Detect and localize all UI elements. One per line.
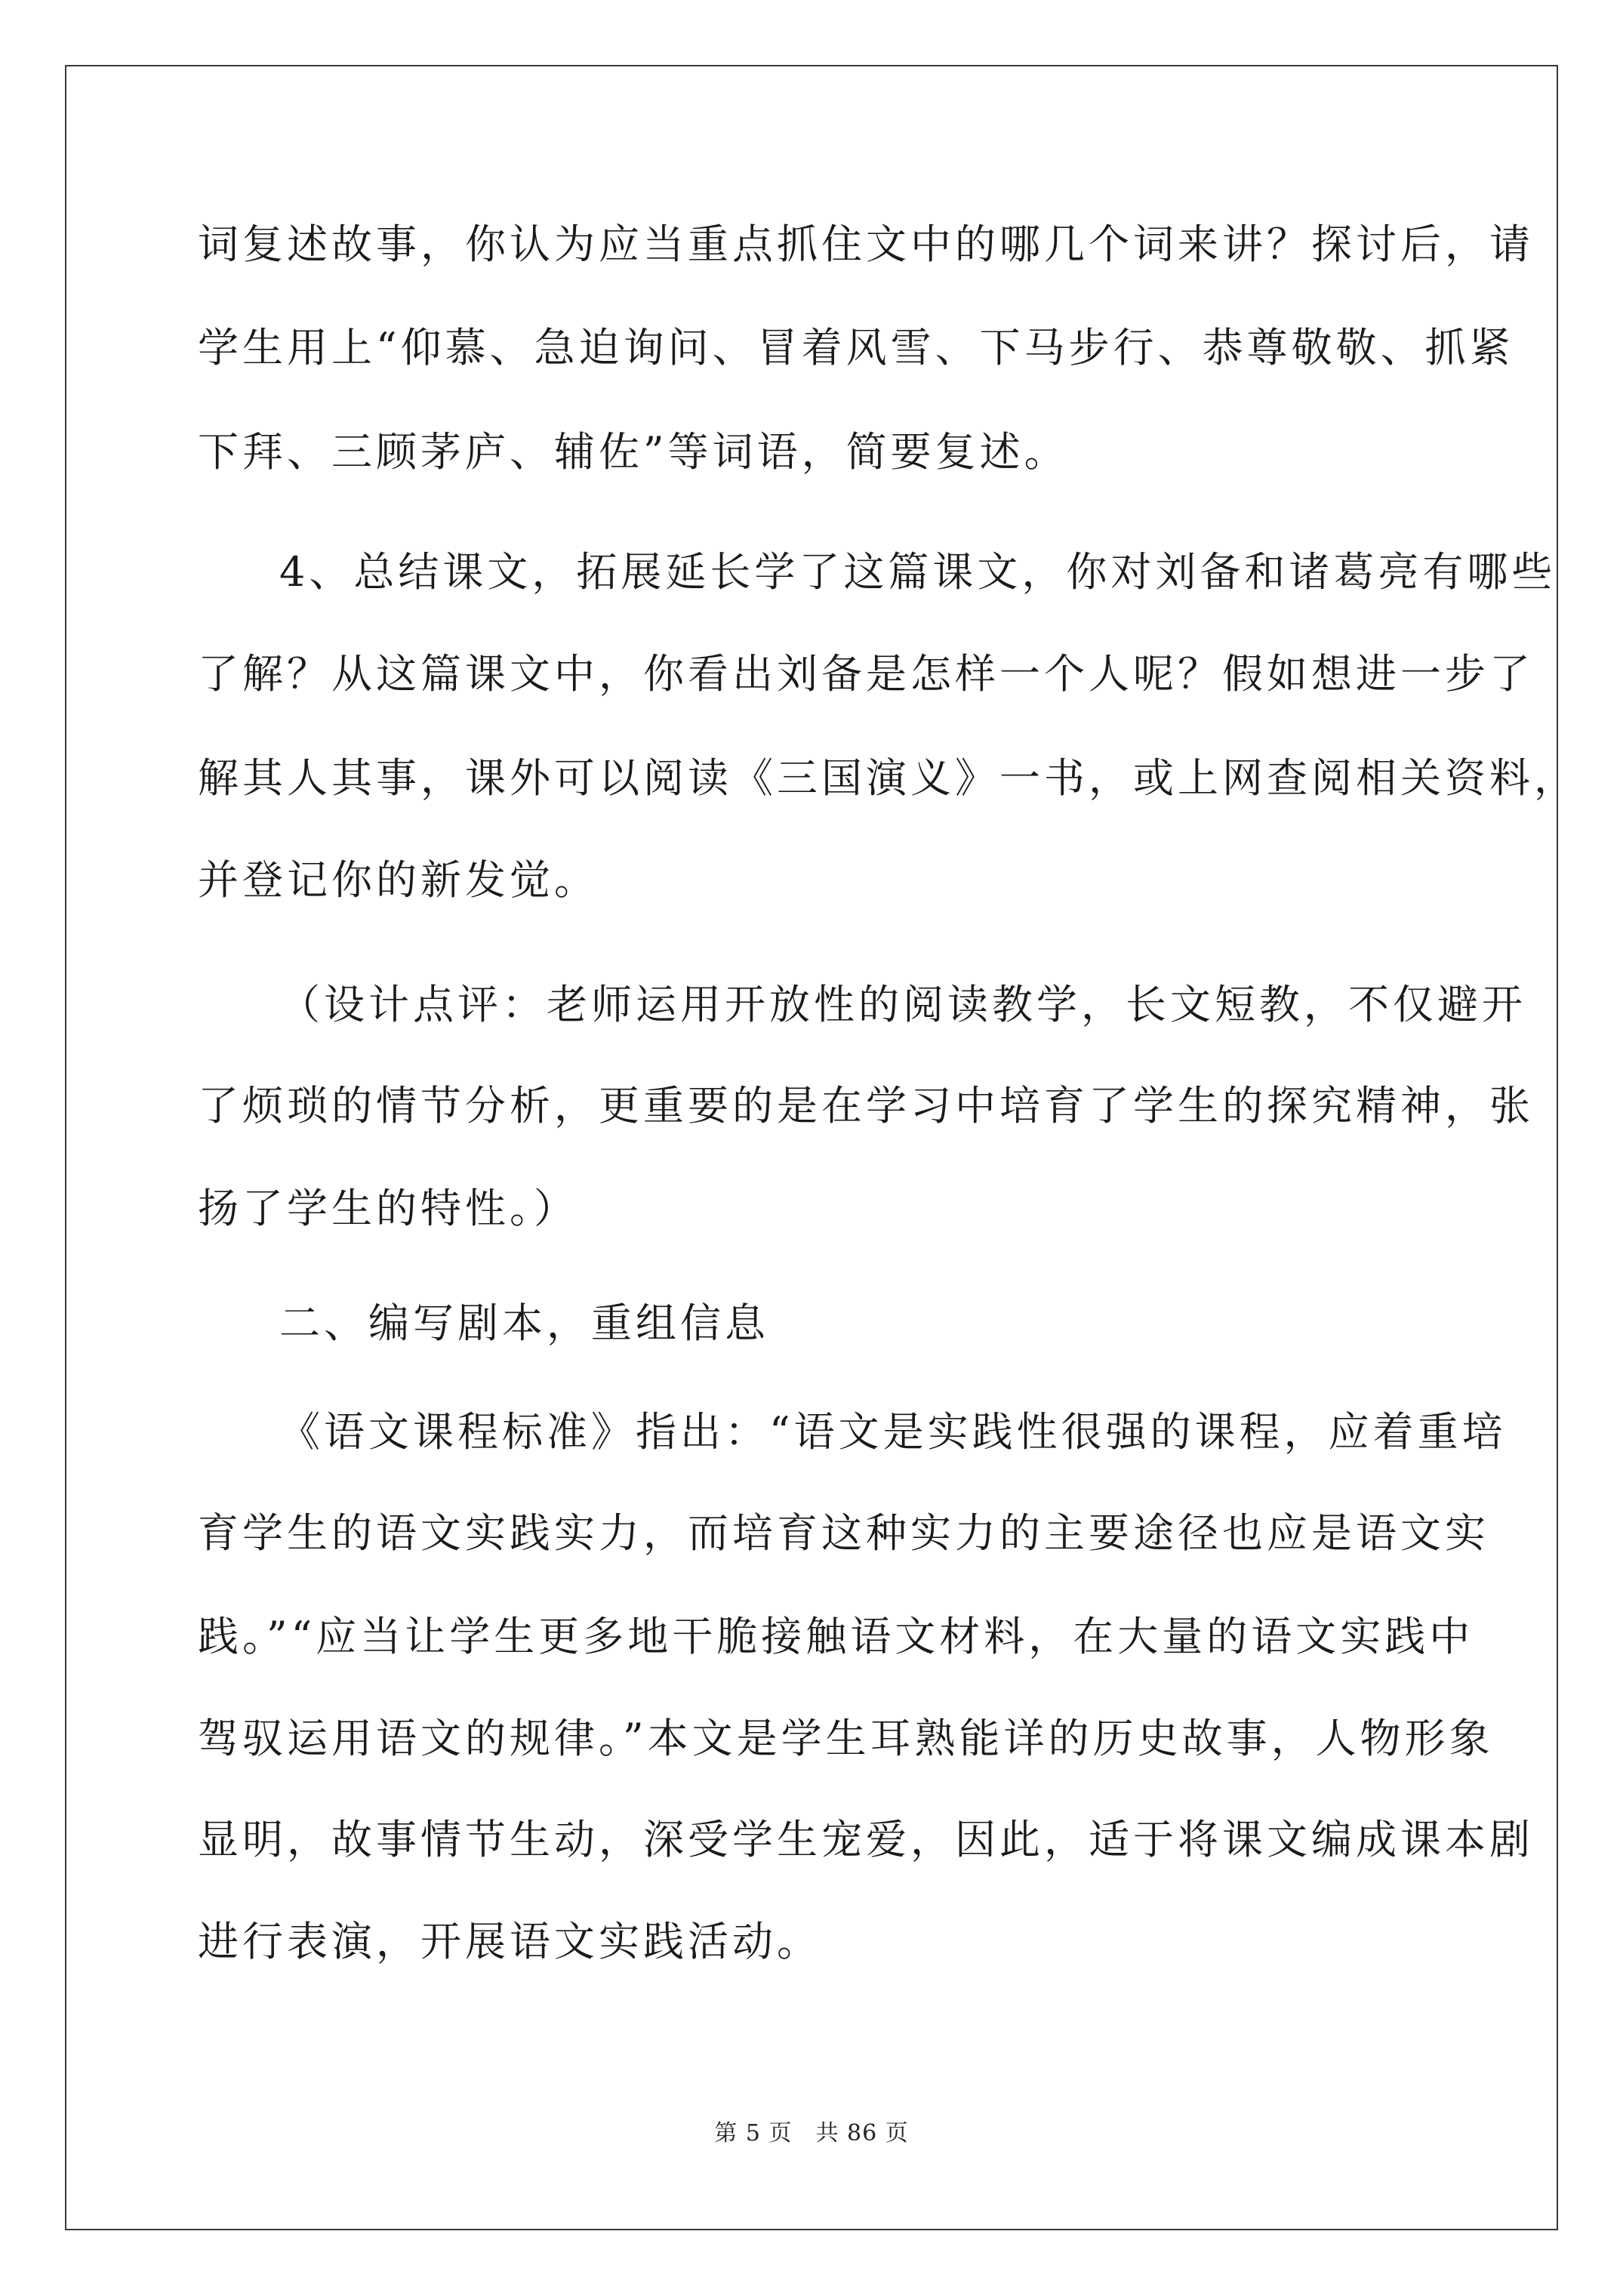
body-line: 了解？从这篇课文中，你看出刘备是怎样一个人呢？假如想进一步了 [198,650,1534,698]
body-line: 解其人其事，课外可以阅读《三国演义》一书，或上网查阅相关资料， [198,754,1578,802]
body-line: 《语文课程标准》指出：“语文是实践性很强的课程，应着重培 [279,1408,1507,1456]
body-line: （设计点评：老师运用开放性的阅读教学，长文短教，不仅避开 [279,981,1526,1028]
page-border [65,65,1558,2230]
body-line: 下拜、三顾茅庐、辅佐”等词语，简要复述。 [198,428,1069,476]
page-number-footer: 第 5 页 共 86 页 [714,2120,909,2147]
body-line: 驾驭运用语文的规律。”本文是学生耳熟能详的历史故事，人物形象 [198,1715,1494,1762]
body-line: 并登记你的新发觉。 [198,856,599,904]
body-line: 词复述故事，你认为应当重点抓住文中的哪几个词来讲？探讨后，请 [198,220,1534,268]
body-line: 进行表演，开展语文实践活动。 [198,1918,821,1965]
body-line: 4、总结课文，拓展延长学了这篇课文，你对刘备和诸葛亮有哪些 [279,548,1557,596]
body-line: 育学生的语文实践实力，而培育这种实力的主要途径也应是语文实 [198,1509,1489,1557]
body-line: 扬了学生的特性。） [198,1185,578,1232]
section-heading: 二、编写剧本，重组信息 [279,1299,769,1347]
body-line: 学生用上“仰慕、急迫询问、冒着风雪、下马步行、恭尊敬敬、抓紧 [198,324,1514,371]
body-line: 了烦琐的情节分析，更重要的是在学习中培育了学生的探究精神，张 [198,1082,1534,1130]
body-line: 显明，故事情节生动，深受学生宠爱，因此，适于将课文编成课本剧 [198,1816,1534,1863]
body-line: 践。”“应当让学生更多地干脆接触语文材料，在大量的语文实践中 [198,1613,1474,1660]
